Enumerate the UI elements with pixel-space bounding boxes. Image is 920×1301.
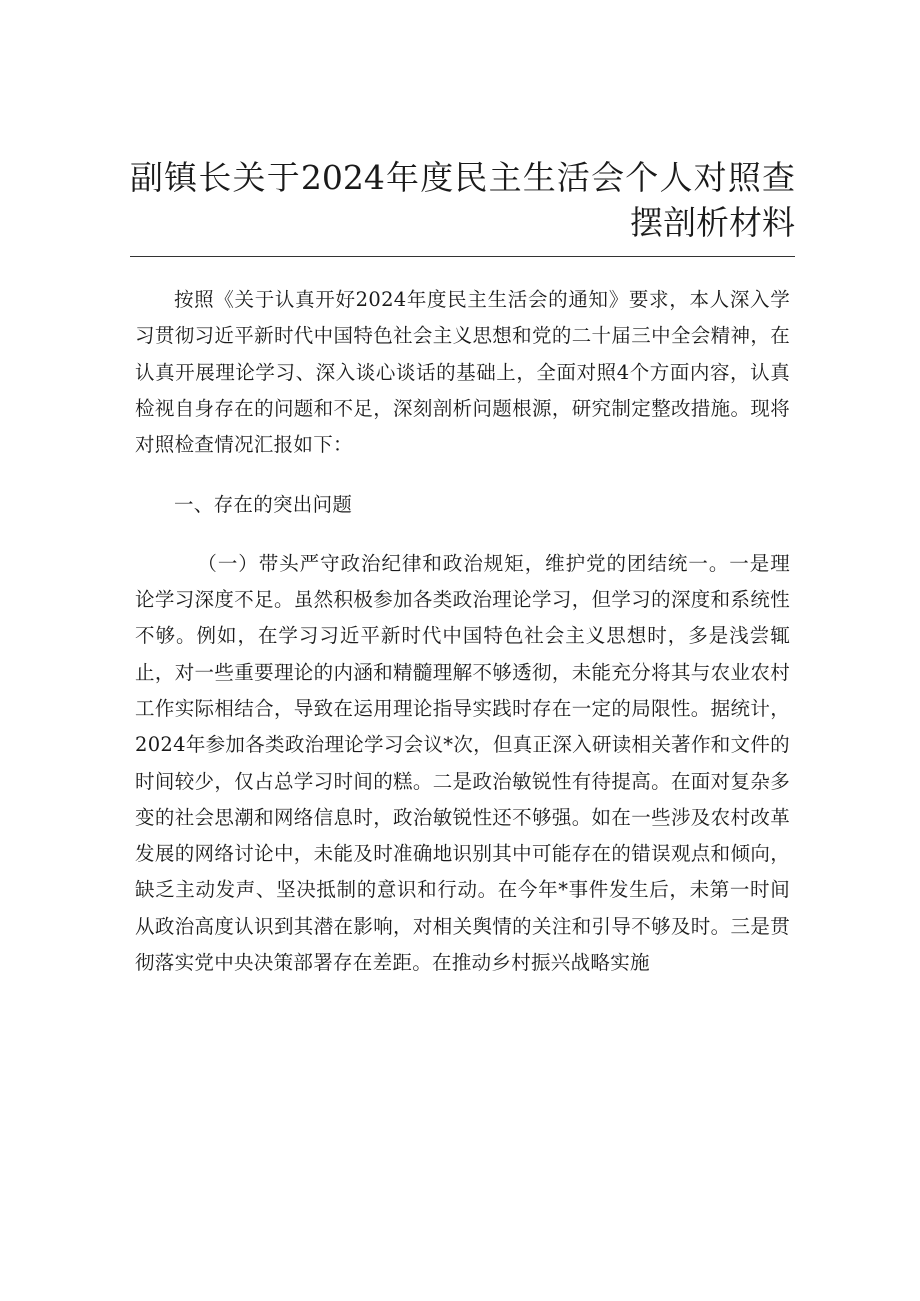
body-paragraph: （一）带头严守政治纪律和政治规矩，维护党的团结统一。一是理论学习深度不足。虽然积极参加各类政治理论学习，但学习的深度和系统性不够。例如，在学习习近平新时代中国特色社会主义思想时，多是浅尝辄止，对一些重要理论的内涵和精髓理解不够透彻，未能充分将其与农业农村工作实际相结合，导致在运用理论指导实践时存在一定的局限性。据统计，2024年参加各类政治理论学习会议*次，但真正深入研读相关著作和文件的时间较少，仅占总学习时间的糕。二是政治敏锐性有待提高。在面对复杂多变的社会思潮和网络信息时，政治敏锐性还不够强。如在一些涉及农村改革发展的网络讨论中，未能及时准确地识别其中可能存在的错误观点和倾向，缺乏主动发声、坚决抵制的意识和行动。在今年*事件发生后，未第一时间从政治高度认识到其潜在影响，对相关舆情的关注和引导不够及时。三是贯彻落实党中央决策部署存在差距。在推动乡村振兴战略实施 [135,551,790,975]
document-body [135,282,790,981]
title-divider [130,256,795,257]
document-title: 副镇长关于2024年度民主生活会个人对照查摆剖析材料 [130,158,795,242]
intro-paragraph: 按照《关于认真开好2024年度民主生活会的通知》要求，本人深入学习贯彻习近平新时代中国特色社会主义思想和党的二十届三中全会精神，在认真开展理论学习、深入谈心谈话的基础上，全面对照4个方面内容，认真检视自身存在的问题和不足，深刻剖析问题根源，研究制定整改措施。现将对照检查情况汇报如下： [135,288,790,457]
section-heading: 一、存在的突出问题 [174,493,353,517]
